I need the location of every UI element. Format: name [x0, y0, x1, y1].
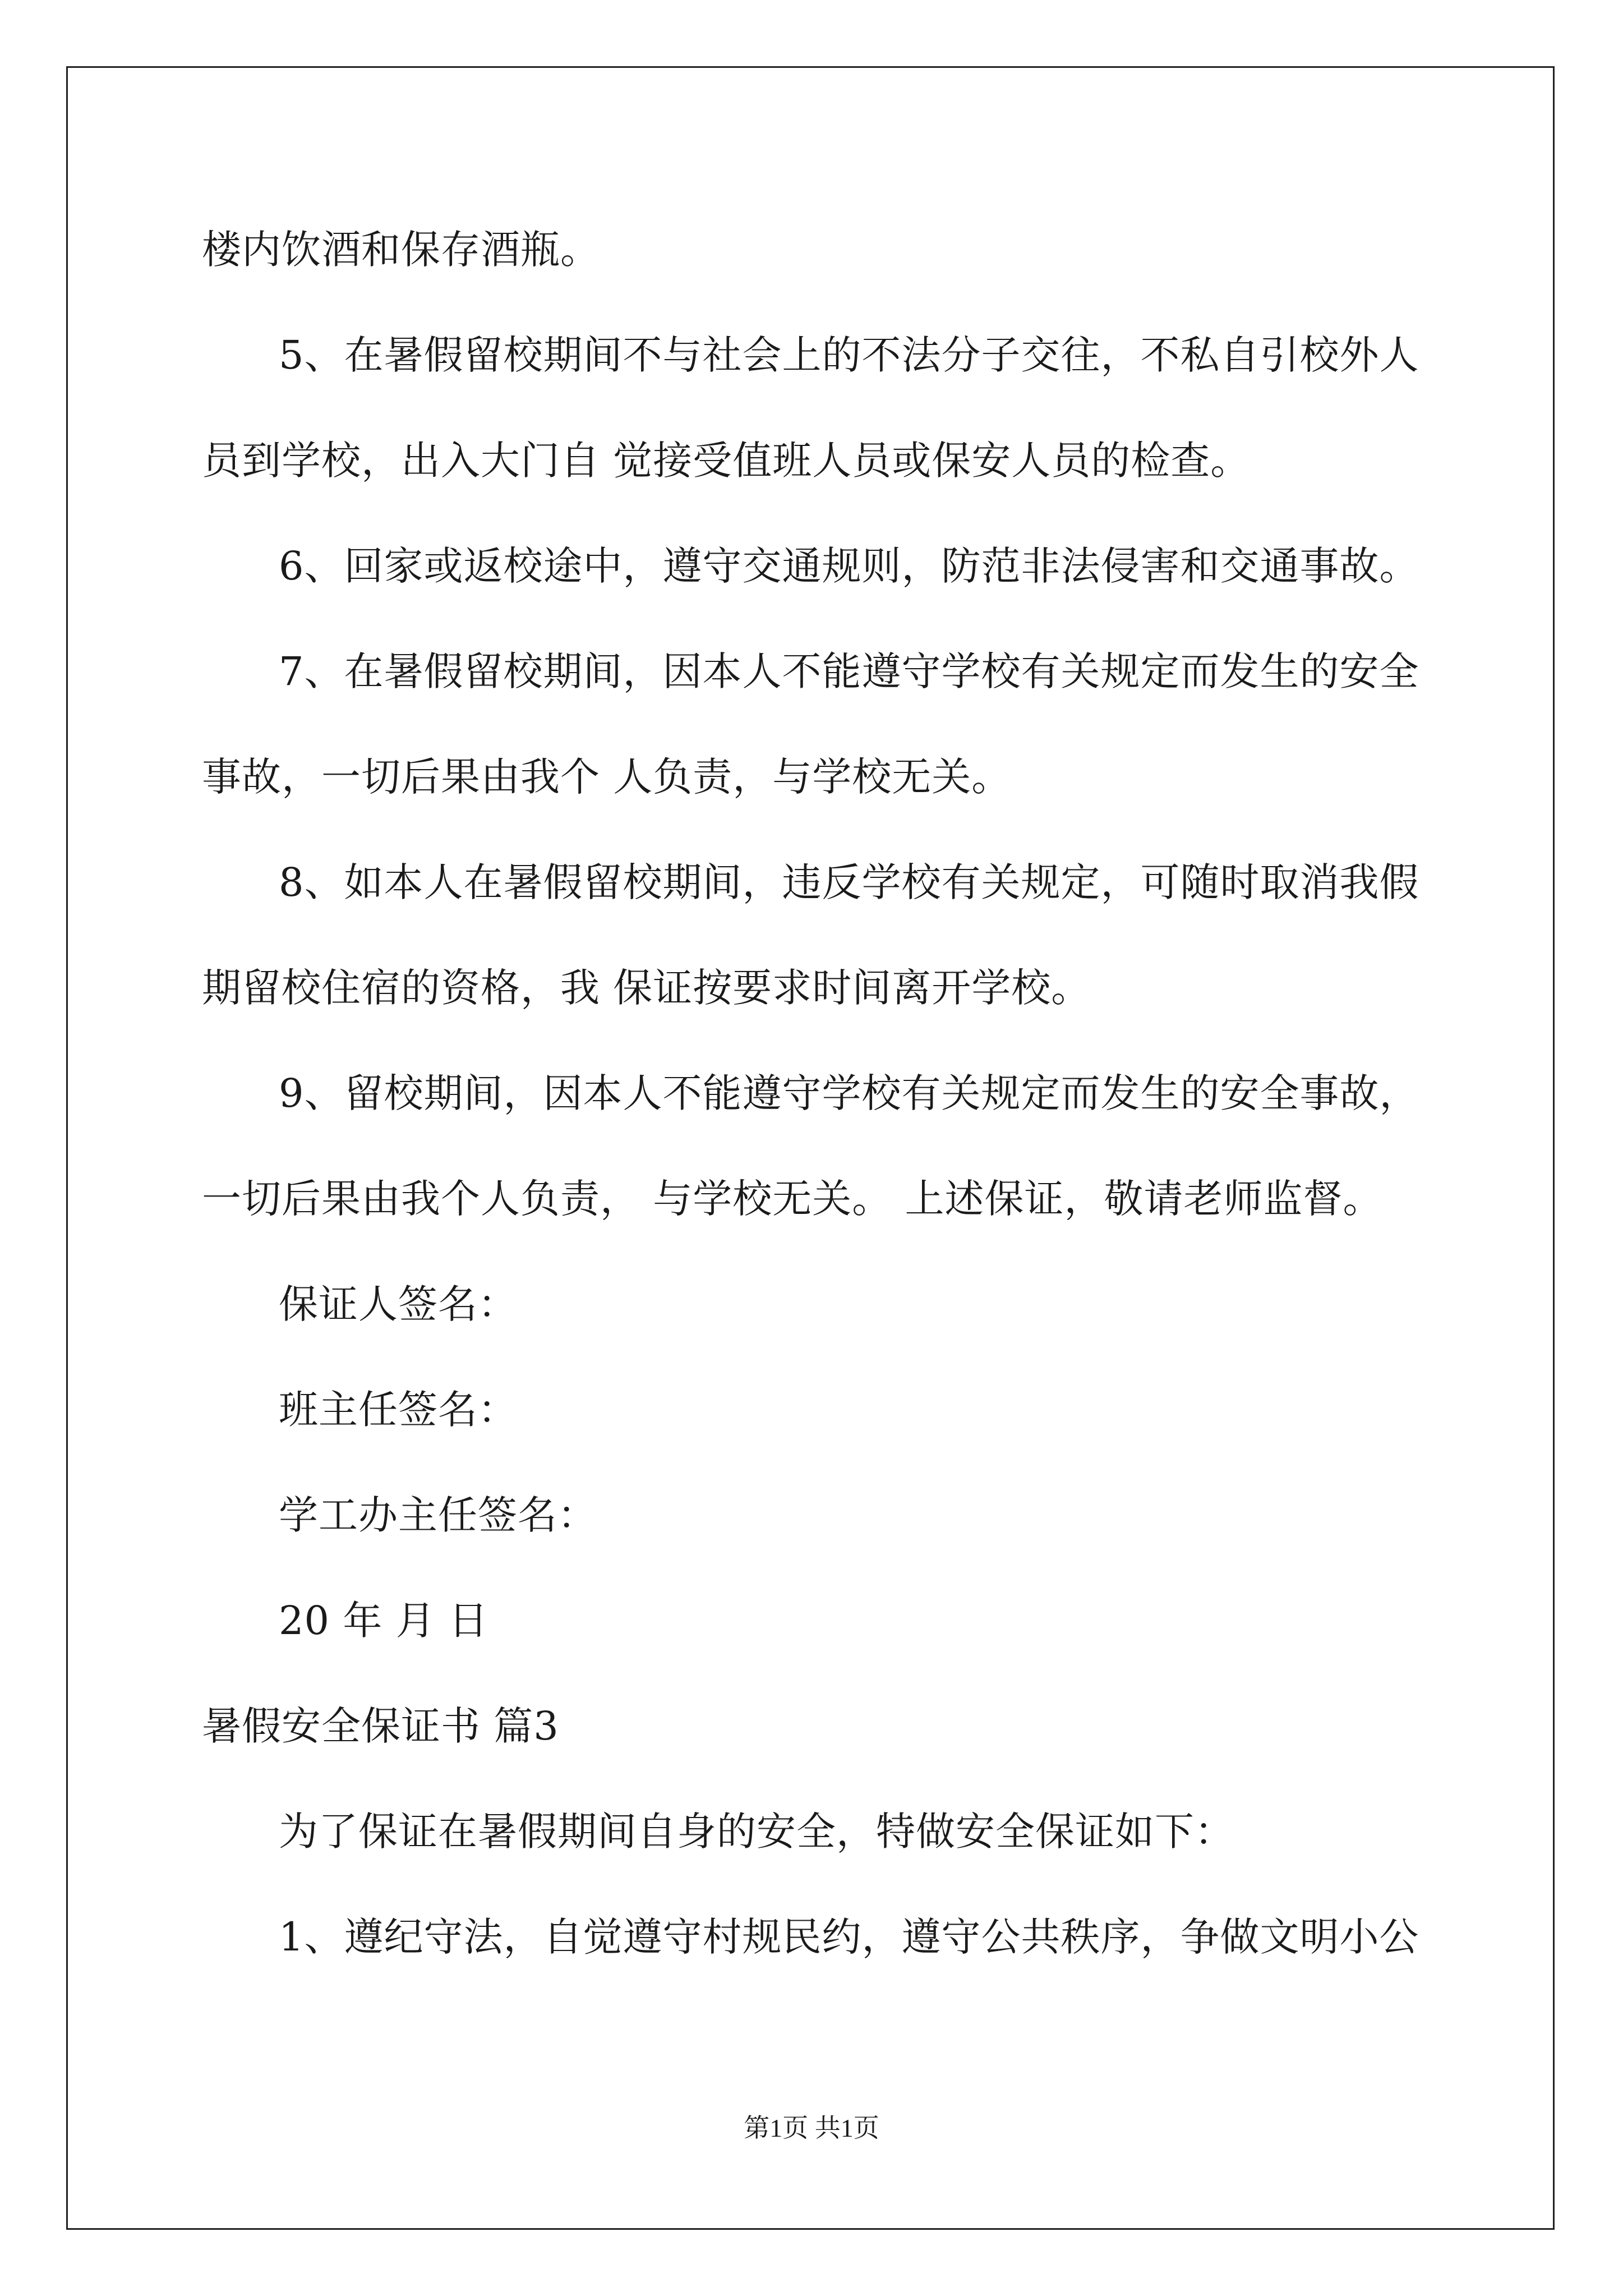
text-line: 7、在暑假留校期间，因本人不能遵守学校有关规定而发生的安全 — [279, 648, 1419, 694]
text-line: 8、如本人在暑假留校期间，违反学校有关规定，可随时取消我假 — [279, 859, 1419, 905]
page-footer: 第1页 共1页 — [744, 2114, 879, 2142]
signature-line-office-director: 学工办主任签名： — [279, 1492, 597, 1538]
date-line: 20 年 月 日 — [279, 1598, 488, 1644]
signature-line-class-teacher: 班主任签名： — [279, 1387, 518, 1433]
text-line: 1、遵纪守法，自觉遵守村规民约，遵守公共秩序，争做文明小公 — [279, 1914, 1419, 1960]
text-line: 事故，一切后果由我个 人负责，与学校无关。 — [202, 754, 1012, 800]
signature-line-guarantor: 保证人签名： — [279, 1281, 518, 1327]
text-line: 楼内饮酒和保存酒瓶。 — [202, 227, 600, 273]
text-line: 期留校住宿的资格，我 保证按要求时间离开学校。 — [202, 965, 1091, 1011]
page-border — [66, 66, 1555, 2230]
text-line: 6、回家或返校途中，遵守交通规则，防范非法侵害和交通事故。 — [279, 543, 1419, 589]
text-line: 9、留校期间，因本人不能遵守学校有关规定而发生的安全事故， — [279, 1070, 1419, 1116]
text-line: 为了保证在暑假期间自身的安全，特做安全保证如下： — [279, 1809, 1234, 1855]
text-line: 5、在暑假留校期间不与社会上的不法分子交往，不私自引校外人 — [279, 332, 1419, 378]
text-line: 一切后果由我个人负责， 与学校无关。 上述保证，敬请老师监督。 — [202, 1176, 1383, 1222]
text-line: 员到学校，出入大门自 觉接受值班人员或保安人员的检查。 — [202, 438, 1251, 484]
section-heading: 暑假安全保证书 篇3 — [202, 1703, 559, 1749]
